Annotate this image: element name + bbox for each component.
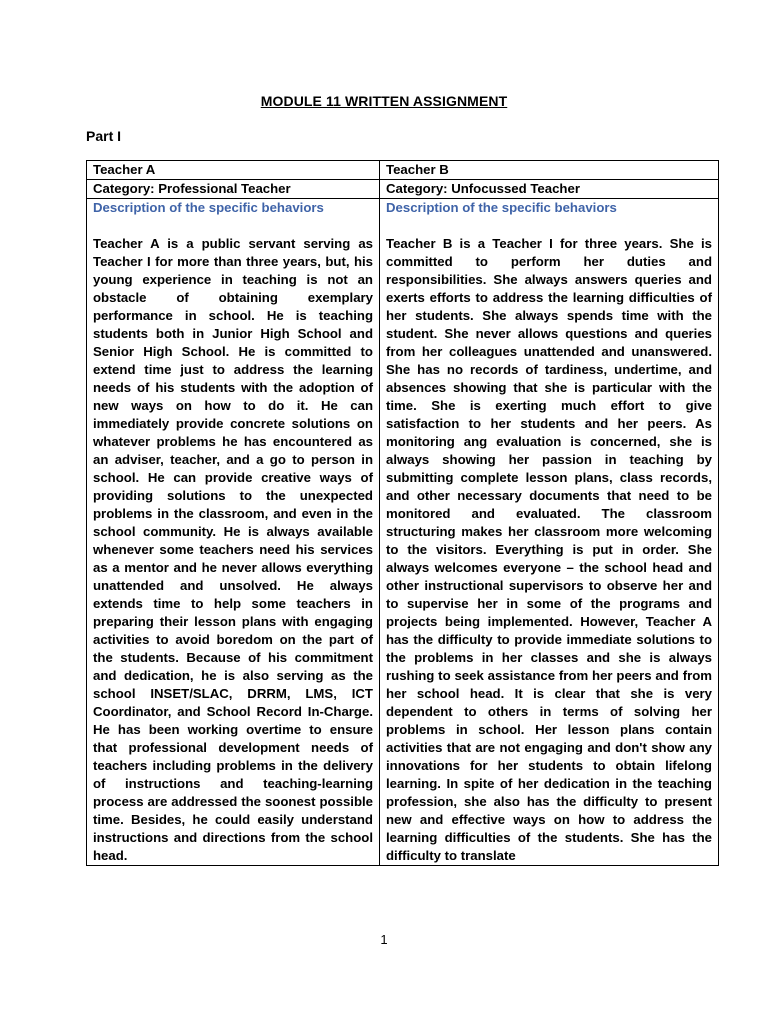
teacher-a-header: Teacher A — [87, 161, 380, 180]
teacher-a-description-body: Teacher A is a public servant serving as Teacher I for more than three years, but, his young experience in teaching is not an obstacle of obtaining exemplary performance in school. He is teaching students both in Junior High School and Senior High School. He is committed to extend time just to address the learning needs of his students with the adoption of new ways on how to do it. He can immediately provide concrete solutions on whatever problems he has encountered as an adviser, teacher, and a go to person in school. He can provide creative ways of providing solutions to the unexpected problems in the classroom, and even in the school community. He is always available whenever some teachers need his services as a mentor and he never allows everything unattended and unsolved. He always extends time to help some teachers in preparing their lesson plans with engaging activities to avoid boredom on the part of the students. Because of his commitment and dedication, he is also serving as the school INSET/SLAC, DRRM, LMS, ICT Coordinator, and School Record In-Charge. He has been working overtime to ensure that professional development needs of teachers including problems in the delivery of instructions and teaching-learning process are addressed the soonest possible time. Besides, he could easily understand instructions and directions from the school head. — [93, 236, 373, 863]
page-number: 1 — [380, 932, 388, 947]
teacher-a-description-cell — [87, 199, 380, 866]
table-row — [87, 180, 719, 199]
table-row — [87, 161, 719, 180]
table-row — [87, 199, 719, 866]
comparison-table — [86, 160, 719, 866]
teacher-b-category: Category: Unfocussed Teacher — [380, 180, 719, 199]
teacher-b-description-cell — [380, 199, 719, 866]
teacher-b-header: Teacher B — [380, 161, 719, 180]
teacher-a-category: Category: Professional Teacher — [87, 180, 380, 199]
part-label: Part I — [86, 128, 122, 144]
teacher-a-description-heading: Description of the specific behaviors — [93, 200, 324, 215]
teacher-b-description-heading: Description of the specific behaviors — [386, 200, 617, 215]
document-title: MODULE 11 WRITTEN ASSIGNMENT — [260, 93, 508, 109]
teacher-b-description-body: Teacher B is a Teacher I for three years. She is committed to perform her duties and responsibilities. She always answers queries and exerts efforts to address the learning difficulties of her students. She always spends time with the student. She never allows questions and queries from her colleagues unattended and unanswered. She has no records of tardiness, undertime, and absences showing that she is particular with the time. She is exerting much effort to give satisfaction to her students and her peers. As monitoring ang evaluation is concerned, she is always showing her passion in teaching by submitting complete lesson plans, class records, and other necessary documents that need to be monitored and evaluated. The classroom structuring makes her classroom more welcoming to the visitors. Everything is put in order. She always welcomes everyone – the school head and other instructional supervisors to observe her and to supervise her in some of the programs and projects being implemented. However, Teacher A has the difficulty to provide immediate solutions to the problems in her classes and she is always rushing to seek assistance from her peers and from her school head. It is clear that she is very dependent to others in terms of solving her problems in school. Her lesson plans contain activities that are not engaging and don't show any innovations for her students to obtain lifelong learning. In spite of her dedication in the teaching profession, she also has the difficulty to present new and effective ways on how to address the learning difficulties of the students. She has the difficulty to translate — [386, 236, 712, 863]
